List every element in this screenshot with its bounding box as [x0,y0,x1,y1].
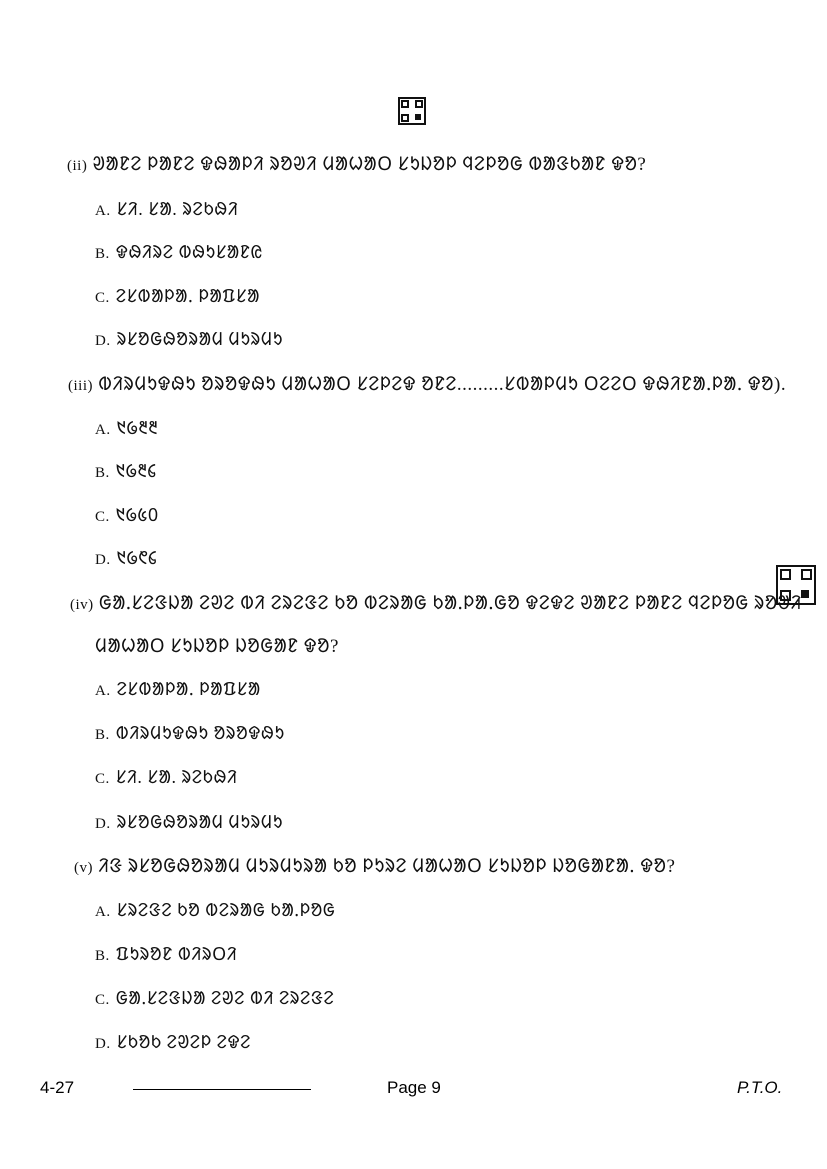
option-letter: C. [95,992,110,1008]
option-text: ᱥᱨᱮᱝᱮ ᱠᱚ ᱵᱮᱨᱟᱜ ᱠᱟᱹᱞᱚᱜ [116,900,336,920]
question-text: ᱵᱤᱨᱢᱩᱫᱷᱩ ᱚᱨᱚᱫᱷᱩ ᱢᱟᱦᱟᱛ ᱥᱮᱞᱮᱫ ᱚᱱᱮ.........ᱥᱵᱟᱞᱢᱩ ᱛᱮᱮᱛ ᱫᱷᱤᱱᱟᱹᱞᱟᱹ ᱫᱚ). [98,374,787,395]
footer-rule [133,1089,311,1090]
option-a [95,197,238,221]
option-text: ᱵᱤᱨᱢᱩᱫᱷᱩ ᱚᱨᱚᱫᱷᱩ [115,723,285,743]
question-iv-continuation [95,632,339,658]
option-letter: D. [95,816,111,832]
question-number: (v) [74,860,93,876]
question-text: ᱜᱟᱹᱥᱮᱝᱡᱟ ᱮᱣᱮ ᱵᱤ ᱮᱨᱮᱝᱮ ᱠᱚ ᱵᱮᱨᱟᱜ ᱠᱟᱹᱞᱟᱹᱜᱚ ᱫᱮᱫᱮ ᱣᱟᱱᱮ ᱞᱟᱱᱮ ᱧᱮᱞᱚᱜ ᱨᱚᱣᱤ [98,593,802,614]
question-text-continued: ᱢᱟᱦᱟᱛ ᱥᱩᱡᱚᱞ ᱡᱚᱜᱟᱱ ᱫᱚ? [95,636,339,657]
option-a [95,416,158,440]
option-text: ᱮᱥᱵᱟᱞᱟᱹ ᱞᱟᱯᱥᱟ [115,286,260,306]
option-text: ᱥᱤ. ᱥᱟ. ᱨᱮᱠᱷᱤ [115,767,238,787]
qr-code-top [398,97,426,125]
option-text: ᱨᱥᱚᱜᱷᱚᱨᱟᱢ ᱢᱩᱨᱢᱩ [116,329,283,349]
option-d [95,810,283,834]
question-iii [68,370,786,396]
please-turn-over: P.T.O. [737,1078,783,1097]
option-c [95,284,260,308]
option-letter: C. [95,290,110,306]
option-b [95,942,237,966]
question-iv [70,589,802,615]
option-c [95,765,237,789]
option-text: ᱨᱥᱚᱜᱷᱚᱨᱟᱢ ᱢᱩᱨᱢᱩ [116,812,283,832]
option-d [95,1030,251,1054]
option-letter: A. [95,683,111,699]
option-text: ᱮᱥᱵᱟᱞᱟᱹ ᱞᱟᱯᱥᱟ [116,679,261,699]
page-number: Page 9 [387,1078,441,1097]
option-letter: D. [95,552,111,568]
option-text: ᱑᱙᱕᱐ [115,505,159,525]
option-d [95,327,283,351]
option-text: ᱯᱩᱨᱚᱱ ᱵᱤᱨᱛᱤ [115,944,238,964]
option-letter: A. [95,203,111,219]
option-text: ᱑᱙᱖᱔ [116,548,158,568]
option-letter: B. [95,948,110,964]
question-ii [67,150,646,176]
option-letter: C. [95,509,110,525]
option-letter: D. [95,1036,111,1052]
question-number: (iii) [68,378,93,394]
option-text: ᱑᱙᱓᱓ [116,418,158,438]
option-a [95,898,335,922]
option-text: ᱑᱙᱓᱔ [115,461,157,481]
option-b [95,459,156,483]
option-c [95,503,159,527]
option-text: ᱫᱷᱤᱨᱮ ᱵᱷᱩᱥᱟᱱᱭ [115,242,263,262]
option-text: ᱜᱟᱹᱥᱮᱝᱡᱟ ᱮᱣᱮ ᱵᱤ ᱮᱨᱮᱝᱮ [115,988,335,1008]
question-text: ᱤᱝ ᱨᱥᱚᱜᱷᱚᱨᱟᱢ ᱢᱩᱨᱢᱩᱨᱟ ᱠᱚ ᱞᱩᱨᱮ ᱢᱟᱦᱟᱛ ᱥᱩᱡᱚᱞ ᱡᱚᱜᱟᱱᱟᱹ ᱫᱚ? [98,856,676,877]
option-c [95,986,334,1010]
question-number: (ii) [67,158,88,174]
option-d [95,546,157,570]
option-text: ᱥᱠᱚᱠ ᱮᱣᱮᱞ ᱮᱫᱮ [116,1032,252,1052]
question-text: ᱣᱟᱱᱮ ᱞᱟᱱᱮ ᱫᱷᱟᱞᱤ ᱨᱚᱣᱤ ᱢᱟᱦᱟᱛ ᱥᱩᱡᱚᱞ ᱧᱮᱞᱚᱜ ᱵᱟᱝᱠᱟᱱ ᱫᱚ? [92,154,647,175]
option-a [95,677,261,701]
option-text: ᱥᱤ. ᱥᱟ. ᱨᱮᱠᱷᱤ [116,199,239,219]
paper-code: 4-27 [40,1078,75,1097]
question-v [74,852,675,878]
option-b [95,721,285,745]
option-b [95,240,263,264]
option-letter: C. [95,771,110,787]
option-letter: D. [95,333,111,349]
option-letter: B. [95,465,110,481]
option-letter: A. [95,422,111,438]
option-letter: A. [95,904,111,920]
option-letter: B. [95,727,110,743]
option-letter: B. [95,246,110,262]
question-number: (iv) [70,597,94,613]
